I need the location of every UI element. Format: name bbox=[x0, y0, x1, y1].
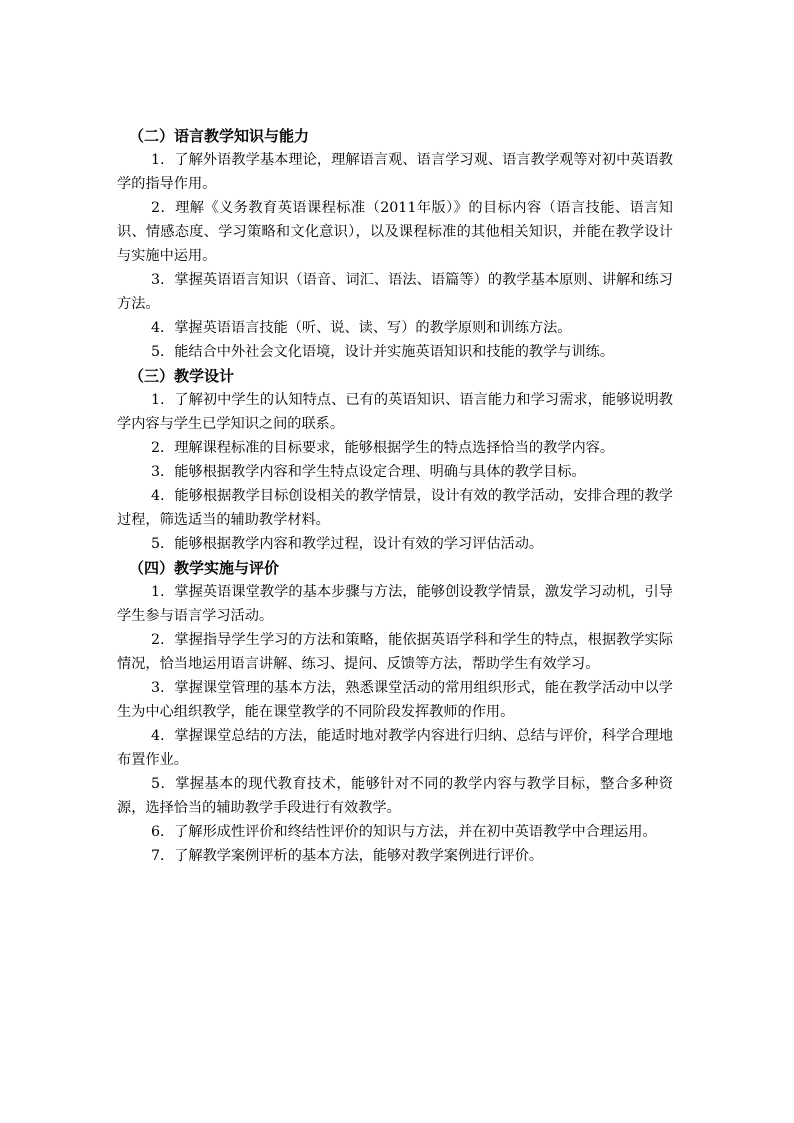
list-item: 5．能够根据教学内容和教学过程，设计有效的学习评估活动。 bbox=[151, 536, 544, 552]
list-item: 1．了解外语教学基本理论，理解语言观、语言学习观、语言教学观等对初中英语教学的指导作用。 bbox=[117, 152, 673, 192]
section-heading: （三）教学设计 bbox=[129, 367, 235, 385]
section-language-teaching bbox=[117, 124, 673, 364]
list-item: 2．理解课程标准的目标要求，能够根据学生的特点选择恰当的教学内容。 bbox=[151, 440, 615, 456]
list-item: 1．掌握英语课堂教学的基本步骤与方法，能够创设教学情景，激发学习动机，引导学生参与语言学习活动。 bbox=[117, 584, 673, 624]
list-item: 4．掌握课堂总结的方法，能适时地对教学内容进行归纳、总结与评价，科学合理地布置作业。 bbox=[117, 728, 673, 768]
list-item: 1．了解初中学生的认知特点、已有的英语知识、语言能力和学习需求，能够说明教学内容与学生已学知识之间的联系。 bbox=[117, 392, 673, 432]
list-item: 2．理解《义务教育英语课程标准（2011年版）》的目标内容（语言技能、语言知识、情感态度、学习策略和文化意识），以及课程标准的其他相关知识，并能在教学设计与实施中运用。 bbox=[117, 200, 673, 264]
section-heading: （四）教学实施与评价 bbox=[129, 559, 280, 577]
list-item: 4．掌握英语语言技能（听、说、读、写）的教学原则和训练方法。 bbox=[151, 320, 572, 336]
list-item: 3．掌握英语语言知识（语音、词汇、语法、语篇等）的教学基本原则、讲解和练习方法。 bbox=[117, 272, 673, 312]
list-item: 5．能结合中外社会文化语境，设计并实施英语知识和技能的教学与训练。 bbox=[151, 344, 615, 360]
section-teaching-design bbox=[117, 364, 673, 556]
list-item: 7．了解教学案例评析的基本方法，能够对教学案例进行评价。 bbox=[151, 848, 544, 864]
section-heading: （二）语言教学知识与能力 bbox=[129, 127, 310, 145]
list-item: 3．能够根据教学内容和学生特点设定合理、明确与具体的教学目标。 bbox=[151, 464, 586, 480]
document-page bbox=[117, 124, 673, 868]
section-teaching-implementation bbox=[117, 556, 673, 868]
list-item: 4．能够根据教学目标创设相关的教学情景，设计有效的教学活动，安排合理的教学过程，筛选适当的辅助教学材料。 bbox=[117, 488, 673, 528]
list-item: 3．掌握课堂管理的基本方法，熟悉课堂活动的常用组织形式，能在教学活动中以学生为中心组织教学，能在课堂教学的不同阶段发挥教师的作用。 bbox=[117, 680, 673, 720]
list-item: 5．掌握基本的现代教育技术，能够针对不同的教学内容与教学目标，整合多种资源，选择恰当的辅助教学手段进行有效教学。 bbox=[117, 776, 673, 816]
list-item: 2．掌握指导学生学习的方法和策略，能依据英语学科和学生的特点，根据教学实际情况，恰当地运用语言讲解、练习、提问、反馈等方法，帮助学生有效学习。 bbox=[117, 632, 673, 672]
list-item: 6．了解形成性评价和终结性评价的知识与方法，并在初中英语教学中合理运用。 bbox=[151, 824, 657, 840]
